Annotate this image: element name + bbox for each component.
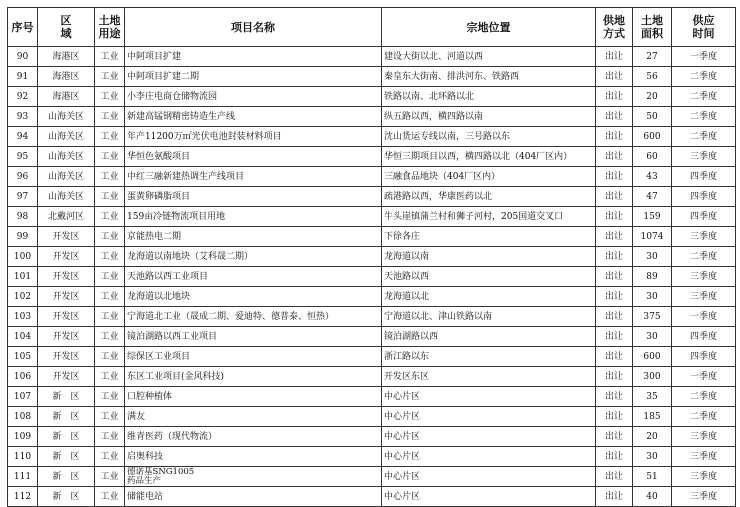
table-row <box>8 447 736 467</box>
cell-land-area: 60 <box>633 147 672 167</box>
cell-location: 秦皇东大街南、排洪河东、铁路西 <box>382 67 596 87</box>
cell-area: 海港区 <box>38 47 95 67</box>
table-row <box>8 407 736 427</box>
cell-supply-time: 四季度 <box>672 187 736 207</box>
cell-location: 中心片区 <box>382 467 596 487</box>
cell-location: 镜泊湖路以西 <box>382 327 596 347</box>
cell-use: 工业 <box>95 447 125 467</box>
table-row <box>8 227 736 247</box>
cell-land-area: 600 <box>633 347 672 367</box>
cell-location: 中心片区 <box>382 407 596 427</box>
cell-supply-time: 四季度 <box>672 327 736 347</box>
table-row <box>8 67 736 87</box>
cell-supply-method: 出让 <box>596 427 633 447</box>
cell-supply-method: 出让 <box>596 47 633 67</box>
cell-supply-time: 四季度 <box>672 347 736 367</box>
cell-project-name: 德诺基SNG1005 药品生产 <box>125 467 382 487</box>
cell-use: 工业 <box>95 287 125 307</box>
cell-seq: 102 <box>8 287 38 307</box>
cell-project-name: 蛋黄卵磷脂项目 <box>125 187 382 207</box>
cell-supply-method: 出让 <box>596 287 633 307</box>
cell-area: 开发区 <box>38 247 95 267</box>
cell-supply-time: 二季度 <box>672 407 736 427</box>
table-row <box>8 427 736 447</box>
cell-seq: 90 <box>8 47 38 67</box>
cell-seq: 96 <box>8 167 38 187</box>
cell-supply-time: 三季度 <box>672 447 736 467</box>
cell-supply-time: 四季度 <box>672 167 736 187</box>
cell-land-area: 47 <box>633 187 672 207</box>
cell-area: 海港区 <box>38 67 95 87</box>
cell-supply-method: 出让 <box>596 187 633 207</box>
cell-supply-time: 二季度 <box>672 247 736 267</box>
table-row <box>8 187 736 207</box>
cell-supply-time: 三季度 <box>672 487 736 507</box>
cell-location: 中心片区 <box>382 487 596 507</box>
cell-seq: 99 <box>8 227 38 247</box>
cell-supply-method: 出让 <box>596 147 633 167</box>
cell-land-area: 20 <box>633 427 672 447</box>
cell-land-area: 30 <box>633 447 672 467</box>
cell-location: 沈山货运专线以南，三号路以东 <box>382 127 596 147</box>
cell-area: 新 区 <box>38 407 95 427</box>
cell-seq: 112 <box>8 487 38 507</box>
cell-area: 开发区 <box>38 367 95 387</box>
cell-land-area: 40 <box>633 487 672 507</box>
table-row <box>8 247 736 267</box>
cell-project-name: 镜泊湖路以西工业项目 <box>125 327 382 347</box>
cell-land-area: 30 <box>633 327 672 347</box>
table-row <box>8 287 736 307</box>
cell-location: 中心片区 <box>382 447 596 467</box>
cell-supply-time: 一季度 <box>672 367 736 387</box>
cell-seq: 91 <box>8 67 38 87</box>
cell-location: 纵五路以西，横四路以南 <box>382 107 596 127</box>
cell-land-area: 600 <box>633 127 672 147</box>
cell-seq: 93 <box>8 107 38 127</box>
header-area: 区 域 <box>38 8 95 47</box>
header-supply-method: 供地 方式 <box>596 8 633 47</box>
cell-project-name: 东区工业项目(金风科技) <box>125 367 382 387</box>
cell-supply-time: 三季度 <box>672 467 736 487</box>
cell-project-name: 龙海道以北地块 <box>125 287 382 307</box>
cell-area: 山海关区 <box>38 127 95 147</box>
header-use: 土地 用途 <box>95 8 125 47</box>
cell-supply-time: 一季度 <box>672 307 736 327</box>
cell-land-area: 30 <box>633 247 672 267</box>
cell-seq: 94 <box>8 127 38 147</box>
cell-area: 北戴河区 <box>38 207 95 227</box>
cell-location: 牛头崖镇蒲兰村和狮子河村，205国道交叉口 <box>382 207 596 227</box>
cell-supply-method: 出让 <box>596 67 633 87</box>
cell-land-area: 43 <box>633 167 672 187</box>
cell-area: 开发区 <box>38 227 95 247</box>
cell-land-area: 35 <box>633 387 672 407</box>
land-supply-table <box>7 7 736 507</box>
cell-area: 海港区 <box>38 87 95 107</box>
cell-location: 三融食品地块（404厂区内） <box>382 167 596 187</box>
cell-supply-method: 出让 <box>596 307 633 327</box>
cell-location: 浙江路以东 <box>382 347 596 367</box>
cell-supply-method: 出让 <box>596 387 633 407</box>
table-row <box>8 327 736 347</box>
cell-use: 工业 <box>95 247 125 267</box>
cell-seq: 109 <box>8 427 38 447</box>
cell-project-name: 京能热电二期 <box>125 227 382 247</box>
cell-area: 新 区 <box>38 487 95 507</box>
cell-use: 工业 <box>95 407 125 427</box>
cell-seq: 107 <box>8 387 38 407</box>
cell-supply-method: 出让 <box>596 247 633 267</box>
table-body <box>8 47 736 507</box>
cell-location: 宁海道以北、津山铁路以南 <box>382 307 596 327</box>
cell-supply-method: 出让 <box>596 227 633 247</box>
cell-supply-time: 二季度 <box>672 387 736 407</box>
table-row <box>8 267 736 287</box>
cell-supply-method: 出让 <box>596 327 633 347</box>
cell-project-name: 天池路以西工业项目 <box>125 267 382 287</box>
cell-project-name: 储能电站 <box>125 487 382 507</box>
cell-land-area: 159 <box>633 207 672 227</box>
cell-project-name: 维青医药（现代物流） <box>125 427 382 447</box>
cell-land-area: 30 <box>633 287 672 307</box>
cell-land-area: 56 <box>633 67 672 87</box>
cell-land-area: 51 <box>633 467 672 487</box>
cell-area: 新 区 <box>38 467 95 487</box>
cell-project-name: 中阿项目扩建 <box>125 47 382 67</box>
cell-project-name: 新建高锰钢精密铸造生产线 <box>125 107 382 127</box>
cell-use: 工业 <box>95 67 125 87</box>
cell-project-name: 口腔种植体 <box>125 387 382 407</box>
cell-location: 华恒三期项目以西，横四路以北（404厂区内） <box>382 147 596 167</box>
cell-project-name: 159亩冷链物流项目用地 <box>125 207 382 227</box>
land-supply-table-container <box>7 7 735 507</box>
cell-area: 山海关区 <box>38 107 95 127</box>
cell-land-area: 300 <box>633 367 672 387</box>
cell-location: 中心片区 <box>382 387 596 407</box>
cell-project-name: 启奥科技 <box>125 447 382 467</box>
cell-use: 工业 <box>95 227 125 247</box>
table-row <box>8 147 736 167</box>
cell-supply-time: 二季度 <box>672 127 736 147</box>
cell-supply-time: 三季度 <box>672 147 736 167</box>
table-row <box>8 467 736 487</box>
cell-use: 工业 <box>95 127 125 147</box>
cell-use: 工业 <box>95 427 125 447</box>
cell-supply-method: 出让 <box>596 467 633 487</box>
cell-land-area: 50 <box>633 107 672 127</box>
cell-land-area: 27 <box>633 47 672 67</box>
cell-location: 疏港路以西，华康医药以北 <box>382 187 596 207</box>
cell-area: 开发区 <box>38 287 95 307</box>
table-row <box>8 347 736 367</box>
cell-project-name: 中红三融新建热调生产线项目 <box>125 167 382 187</box>
header-supply-time: 供应 时间 <box>672 8 736 47</box>
table-row <box>8 307 736 327</box>
cell-land-area: 1074 <box>633 227 672 247</box>
cell-seq: 106 <box>8 367 38 387</box>
cell-seq: 104 <box>8 327 38 347</box>
cell-land-area: 89 <box>633 267 672 287</box>
cell-supply-method: 出让 <box>596 127 633 147</box>
cell-use: 工业 <box>95 467 125 487</box>
cell-area: 山海关区 <box>38 167 95 187</box>
cell-land-area: 20 <box>633 87 672 107</box>
cell-area: 新 区 <box>38 427 95 447</box>
cell-project-name: 满友 <box>125 407 382 427</box>
cell-area: 开发区 <box>38 307 95 327</box>
cell-supply-time: 三季度 <box>672 427 736 447</box>
cell-area: 新 区 <box>38 387 95 407</box>
cell-supply-time: 一季度 <box>672 47 736 67</box>
table-row <box>8 387 736 407</box>
cell-use: 工业 <box>95 267 125 287</box>
cell-location: 龙海道以北 <box>382 287 596 307</box>
cell-supply-method: 出让 <box>596 207 633 227</box>
table-row <box>8 87 736 107</box>
cell-seq: 100 <box>8 247 38 267</box>
cell-seq: 110 <box>8 447 38 467</box>
cell-use: 工业 <box>95 47 125 67</box>
cell-use: 工业 <box>95 147 125 167</box>
table-row <box>8 207 736 227</box>
cell-seq: 92 <box>8 87 38 107</box>
cell-project-name: 华恒色氨酸项目 <box>125 147 382 167</box>
cell-supply-method: 出让 <box>596 347 633 367</box>
table-row <box>8 167 736 187</box>
cell-supply-time: 三季度 <box>672 287 736 307</box>
header-name: 项目名称 <box>125 8 382 47</box>
header-row <box>8 8 736 47</box>
header-location: 宗地位置 <box>382 8 596 47</box>
cell-location: 龙海道以南 <box>382 247 596 267</box>
table-row <box>8 107 736 127</box>
cell-project-name: 年产11200万㎡光伏电池封装材料项目 <box>125 127 382 147</box>
cell-location: 下徐各庄 <box>382 227 596 247</box>
cell-supply-method: 出让 <box>596 267 633 287</box>
cell-seq: 97 <box>8 187 38 207</box>
cell-area: 开发区 <box>38 347 95 367</box>
cell-supply-method: 出让 <box>596 447 633 467</box>
cell-location: 铁路以南、北环路以北 <box>382 87 596 107</box>
cell-project-name: 小李庄电商仓储物流园 <box>125 87 382 107</box>
cell-use: 工业 <box>95 107 125 127</box>
header-land-area: 土地 面积 <box>633 8 672 47</box>
cell-supply-method: 出让 <box>596 167 633 187</box>
cell-supply-method: 出让 <box>596 487 633 507</box>
cell-project-name: 中阿项目扩建二期 <box>125 67 382 87</box>
table-row <box>8 127 736 147</box>
cell-location: 中心片区 <box>382 427 596 447</box>
cell-area: 开发区 <box>38 327 95 347</box>
cell-seq: 108 <box>8 407 38 427</box>
cell-use: 工业 <box>95 387 125 407</box>
cell-use: 工业 <box>95 207 125 227</box>
cell-project-name: 宁海道北工业（晟成二期、爱迪特、德普泰、恒热） <box>125 307 382 327</box>
cell-seq: 105 <box>8 347 38 367</box>
table-row <box>8 487 736 507</box>
cell-seq: 95 <box>8 147 38 167</box>
cell-project-name: 综保区工业项目 <box>125 347 382 367</box>
cell-area: 新 区 <box>38 447 95 467</box>
cell-project-name: 龙海道以南地块（艾科晟二期） <box>125 247 382 267</box>
cell-use: 工业 <box>95 487 125 507</box>
cell-supply-time: 二季度 <box>672 107 736 127</box>
cell-supply-time: 三季度 <box>672 227 736 247</box>
cell-use: 工业 <box>95 307 125 327</box>
cell-supply-method: 出让 <box>596 367 633 387</box>
cell-supply-method: 出让 <box>596 407 633 427</box>
header-seq: 序号 <box>8 8 38 47</box>
cell-location: 建设大街以北、河道以西 <box>382 47 596 67</box>
cell-supply-time: 三季度 <box>672 267 736 287</box>
cell-supply-time: 二季度 <box>672 67 736 87</box>
cell-seq: 101 <box>8 267 38 287</box>
cell-supply-time: 二季度 <box>672 87 736 107</box>
cell-area: 开发区 <box>38 267 95 287</box>
cell-location: 开发区东区 <box>382 367 596 387</box>
cell-area: 山海关区 <box>38 147 95 167</box>
table-row <box>8 47 736 67</box>
cell-use: 工业 <box>95 367 125 387</box>
table-row <box>8 367 736 387</box>
cell-use: 工业 <box>95 347 125 367</box>
cell-location: 天池路以西 <box>382 267 596 287</box>
cell-supply-method: 出让 <box>596 87 633 107</box>
cell-land-area: 185 <box>633 407 672 427</box>
cell-area: 山海关区 <box>38 187 95 207</box>
cell-seq: 103 <box>8 307 38 327</box>
cell-supply-method: 出让 <box>596 107 633 127</box>
cell-seq: 98 <box>8 207 38 227</box>
cell-use: 工业 <box>95 87 125 107</box>
cell-use: 工业 <box>95 167 125 187</box>
cell-land-area: 375 <box>633 307 672 327</box>
cell-seq: 111 <box>8 467 38 487</box>
cell-supply-time: 四季度 <box>672 207 736 227</box>
cell-use: 工业 <box>95 187 125 207</box>
cell-use: 工业 <box>95 327 125 347</box>
